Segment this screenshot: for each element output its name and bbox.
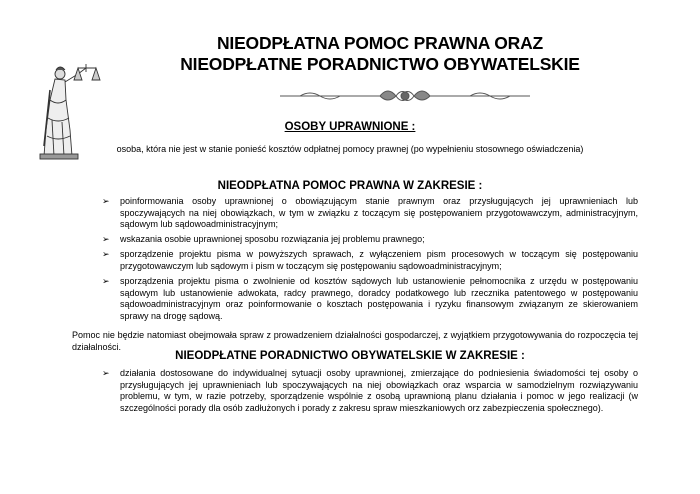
list-item: ➢ sporządzenia projektu pisma o zwolnienie od kosztów sądowych lub ustanowienie pełnomocnika z urzędu w postępowaniu sądowym lub ustanowienie adwokata, radcy prawnego, doradcy podatkowego lub rzecznika patentowego w postępowaniu sądowoadministracyjnym oraz poinformowanie o kosztach postępowania i ryzyku finansowym związanym ze skierowaniem sprawy na drogę sądową. — [102, 276, 638, 321]
bullet-arrow-icon: ➢ — [102, 276, 110, 287]
civic-advice-heading: NIEODPŁATNE PORADNICTWO OBYWATELSKIE W ZAKRESIE : — [175, 350, 525, 362]
legal-aid-heading: NIEODPŁATNA POMOC PRAWNA W ZAKRESIE : — [217, 180, 483, 192]
eligible-persons-heading: OSOBY UPRAWNIONE : — [284, 121, 416, 133]
eligible-persons-text: osoba, która nie jest w stanie ponieść kosztów odpłatnej pomocy prawnej (po wypełnieniu stosownego oświadczenia) — [116, 144, 584, 154]
page-title — [100, 33, 660, 75]
civic-advice-list — [102, 368, 638, 418]
list-item: ➢ sporządzenie projektu pisma w powyższych sprawach, z wyłączeniem pism procesowych w toczącym się postępowaniu przygotowawczym lub sądowym i pism w toczącym się postępowaniu sądowoadministracyjnym; — [102, 249, 638, 271]
bullet-arrow-icon: ➢ — [102, 368, 110, 378]
legal-aid-list — [102, 196, 638, 326]
list-item: ➢ działania dostosowane do indywidualnej sytuacji osoby uprawnionej, zmierzające do podniesienia świadomości tej osoby o przysługujących jej uprawnieniach lub spoczywających na niej obowiązkach oraz wsparcia w samodzielnym rozwiązywaniu problemu, w tym, w razie potrzeby, sporządzenie wspólnie z osobą uprawnioną planu działania i pomoc w jego realizacji (w szczególności porady dla osób zadłużonych i porady z zakresu spraw mieszkaniowych orz zabezpieczenia społecznego). — [102, 368, 638, 413]
list-item: ➢ wskazania osobie uprawnionej sposobu rozwiązania jej problemu prawnego; — [102, 234, 425, 245]
legal-aid-note: Pomoc nie będzie natomiast obejmowała spraw z prowadzeniem działalności gospodarczej, z wyjątkiem przygotowywania do rozpoczęcia tej działalności. — [72, 330, 638, 352]
bullet-arrow-icon: ➢ — [102, 234, 110, 245]
title-line-2: NIEODPŁATNE PORADNICTWO OBYWATELSKIE — [180, 54, 580, 74]
decorative-flourish-icon — [280, 86, 530, 106]
bullet-arrow-icon: ➢ — [102, 196, 110, 206]
list-item: ➢ poinformowania osoby uprawnionej o obowiązującym stanie prawnym oraz przysługujących jej uprawnieniach lub spoczywających na niej obowiązkach, w tym w związku z toczącym się postępowaniem przygotowawczym, administracyjnym, sądowym lub sądowoadministracyjnym; — [102, 196, 638, 230]
title-line-1: NIEODPŁATNA POMOC PRAWNA ORAZ — [216, 33, 544, 53]
bullet-arrow-icon: ➢ — [102, 249, 110, 260]
